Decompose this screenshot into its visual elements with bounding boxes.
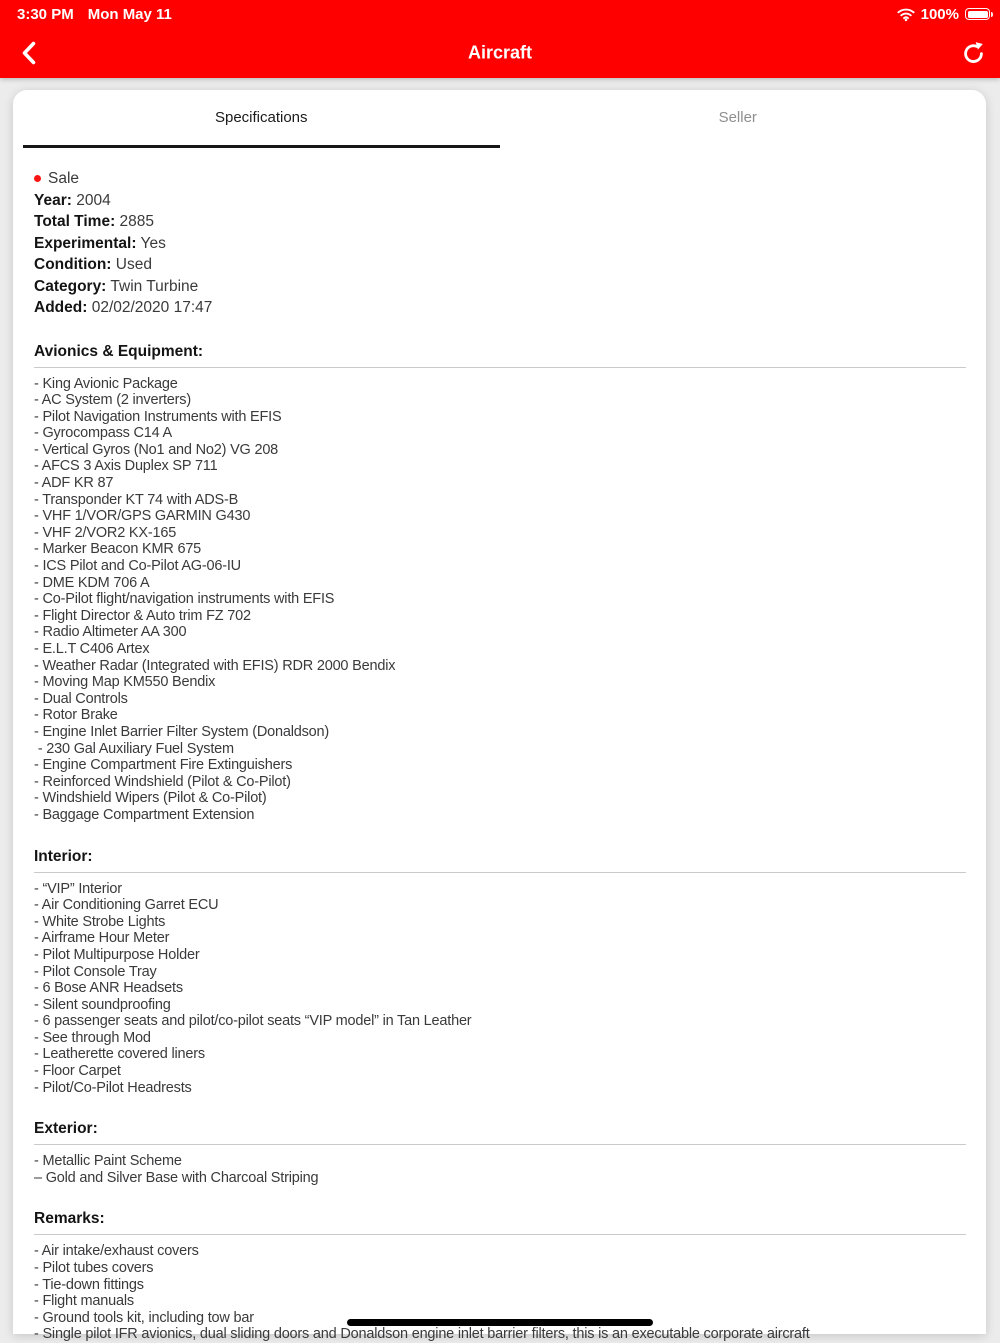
spec-field-value: Used <box>111 256 152 273</box>
list-item: - Flight Director & Auto trim FZ 702 <box>34 608 966 625</box>
list-item: - Radio Altimeter AA 300 <box>34 624 966 641</box>
list-item: - King Avionic Package <box>34 376 966 393</box>
list-item: - Pilot tubes covers <box>34 1260 966 1277</box>
status-bar <box>0 0 1000 28</box>
list-item: - Air Conditioning Garret ECU <box>34 897 966 914</box>
refresh-icon <box>961 54 986 69</box>
list-item: - Metallic Paint Scheme <box>34 1153 966 1170</box>
battery-percent: 100% <box>921 6 959 23</box>
home-indicator[interactable] <box>347 1319 653 1326</box>
list-item: - Gyrocompass C14 A <box>34 425 966 442</box>
list-item: - 6 Bose ANR Headsets <box>34 980 966 997</box>
section-divider <box>34 1234 966 1235</box>
spec-field <box>34 190 966 212</box>
list-item: – Gold and Silver Base with Charcoal Striping <box>34 1170 966 1187</box>
status-right <box>897 6 990 23</box>
section-item-list <box>34 881 966 1097</box>
content-card <box>13 90 986 1334</box>
app-header <box>0 0 1000 78</box>
list-item: - “VIP” Interior <box>34 881 966 898</box>
battery-nub <box>991 12 994 17</box>
spec-field-label: Condition: <box>34 256 111 273</box>
spec-field-value: Twin Turbine <box>106 278 198 295</box>
battery-fill <box>968 11 988 18</box>
section-divider <box>34 1144 966 1145</box>
spec-field <box>34 297 966 319</box>
spec-field-value: 2004 <box>72 192 111 209</box>
list-item: - Vertical Gyros (No1 and No2) VG 208 <box>34 442 966 459</box>
list-item: - DME KDM 706 A <box>34 575 966 592</box>
spec-field <box>34 276 966 298</box>
list-item: - See through Mod <box>34 1030 966 1047</box>
tab-specifications[interactable]: Specifications <box>23 90 500 148</box>
spec-field-value: 02/02/2020 17:47 <box>87 299 212 316</box>
section-item-list <box>34 1153 966 1186</box>
page-title: Aircraft <box>0 43 1000 64</box>
spec-fields <box>34 190 966 319</box>
spec-section <box>34 1119 966 1186</box>
tab-seller[interactable]: Seller <box>500 90 977 148</box>
list-item: - ADF KR 87 <box>34 475 966 492</box>
list-item: - Transponder KT 74 with ADS-B <box>34 492 966 509</box>
red-dot-icon <box>34 175 41 182</box>
spec-field-value: Yes <box>137 235 166 252</box>
status-left <box>17 6 186 23</box>
list-item: - Leatherette covered liners <box>34 1046 966 1063</box>
list-item: - AC System (2 inverters) <box>34 392 966 409</box>
list-item: - Marker Beacon KMR 675 <box>34 541 966 558</box>
section-title: Interior: <box>34 847 966 867</box>
list-item: - Weather Radar (Integrated with EFIS) RDR 2000 Bendix <box>34 658 966 675</box>
specifications-content <box>13 168 986 1343</box>
spec-field-label: Total Time: <box>34 213 115 230</box>
battery-icon <box>965 8 990 20</box>
spec-section <box>34 342 966 824</box>
section-divider <box>34 872 966 873</box>
list-item: - ICS Pilot and Co-Pilot AG-06-IU <box>34 558 966 575</box>
list-item: - AFCS 3 Axis Duplex SP 711 <box>34 458 966 475</box>
tab-bar <box>13 90 986 148</box>
spec-section <box>34 847 966 1097</box>
spec-field-value: 2885 <box>115 213 154 230</box>
list-item: - VHF 2/VOR2 KX-165 <box>34 525 966 542</box>
list-item: - Ground tools kit, including tow bar <box>34 1310 966 1327</box>
list-item: - Windshield Wipers (Pilot & Co-Pilot) <box>34 790 966 807</box>
list-item: - Pilot Multipurpose Holder <box>34 947 966 964</box>
listing-meta <box>34 168 966 319</box>
section-title: Avionics & Equipment: <box>34 342 966 362</box>
wifi-icon <box>897 8 915 21</box>
spec-field-label: Experimental: <box>34 235 137 252</box>
refresh-button[interactable] <box>957 37 990 70</box>
list-item: - 6 passenger seats and pilot/co-pilot seats “VIP model” in Tan Leather <box>34 1013 966 1030</box>
spec-field <box>34 211 966 233</box>
list-item: - Tie-down fittings <box>34 1277 966 1294</box>
nav-bar <box>0 28 1000 78</box>
status-date: Mon May 11 <box>88 6 172 23</box>
list-item: - Pilot/Co-Pilot Headrests <box>34 1080 966 1097</box>
sale-status-label: Sale <box>48 170 79 187</box>
list-item: - Engine Compartment Fire Extinguishers <box>34 757 966 774</box>
sale-status-row <box>34 168 966 190</box>
list-item: - Air intake/exhaust covers <box>34 1243 966 1260</box>
status-time: 3:30 PM <box>17 6 74 23</box>
list-item: - Rotor Brake <box>34 707 966 724</box>
list-item: - Single pilot IFR avionics, dual sliding doors and Donaldson engine inlet barrier filters, this is an executable corporate aircraft <box>34 1326 966 1343</box>
section-item-list <box>34 1243 966 1343</box>
section-title: Remarks: <box>34 1209 966 1229</box>
list-item: - Silent soundproofing <box>34 997 966 1014</box>
list-item: - VHF 1/VOR/GPS GARMIN G430 <box>34 508 966 525</box>
section-item-list <box>34 376 966 824</box>
spec-field <box>34 233 966 255</box>
list-item: - E.L.T C406 Artex <box>34 641 966 658</box>
list-item: - Engine Inlet Barrier Filter System (Donaldson) <box>34 724 966 741</box>
spec-field-label: Added: <box>34 299 87 316</box>
section-title: Exterior: <box>34 1119 966 1139</box>
list-item: - Baggage Compartment Extension <box>34 807 966 824</box>
spec-field <box>34 254 966 276</box>
list-item: - White Strobe Lights <box>34 914 966 931</box>
spec-field-label: Year: <box>34 192 72 209</box>
list-item: - Moving Map KM550 Bendix <box>34 674 966 691</box>
spec-sections <box>34 342 966 1343</box>
list-item: - Flight manuals <box>34 1293 966 1310</box>
list-item: - 230 Gal Auxiliary Fuel System <box>34 741 966 758</box>
list-item: - Reinforced Windshield (Pilot & Co-Pilot) <box>34 774 966 791</box>
spec-field-label: Category: <box>34 278 106 295</box>
list-item: - Pilot Navigation Instruments with EFIS <box>34 409 966 426</box>
list-item: - Dual Controls <box>34 691 966 708</box>
list-item: - Airframe Hour Meter <box>34 930 966 947</box>
list-item: - Pilot Console Tray <box>34 964 966 981</box>
list-item: - Floor Carpet <box>34 1063 966 1080</box>
list-item: - Co-Pilot flight/navigation instruments with EFIS <box>34 591 966 608</box>
section-divider <box>34 367 966 368</box>
